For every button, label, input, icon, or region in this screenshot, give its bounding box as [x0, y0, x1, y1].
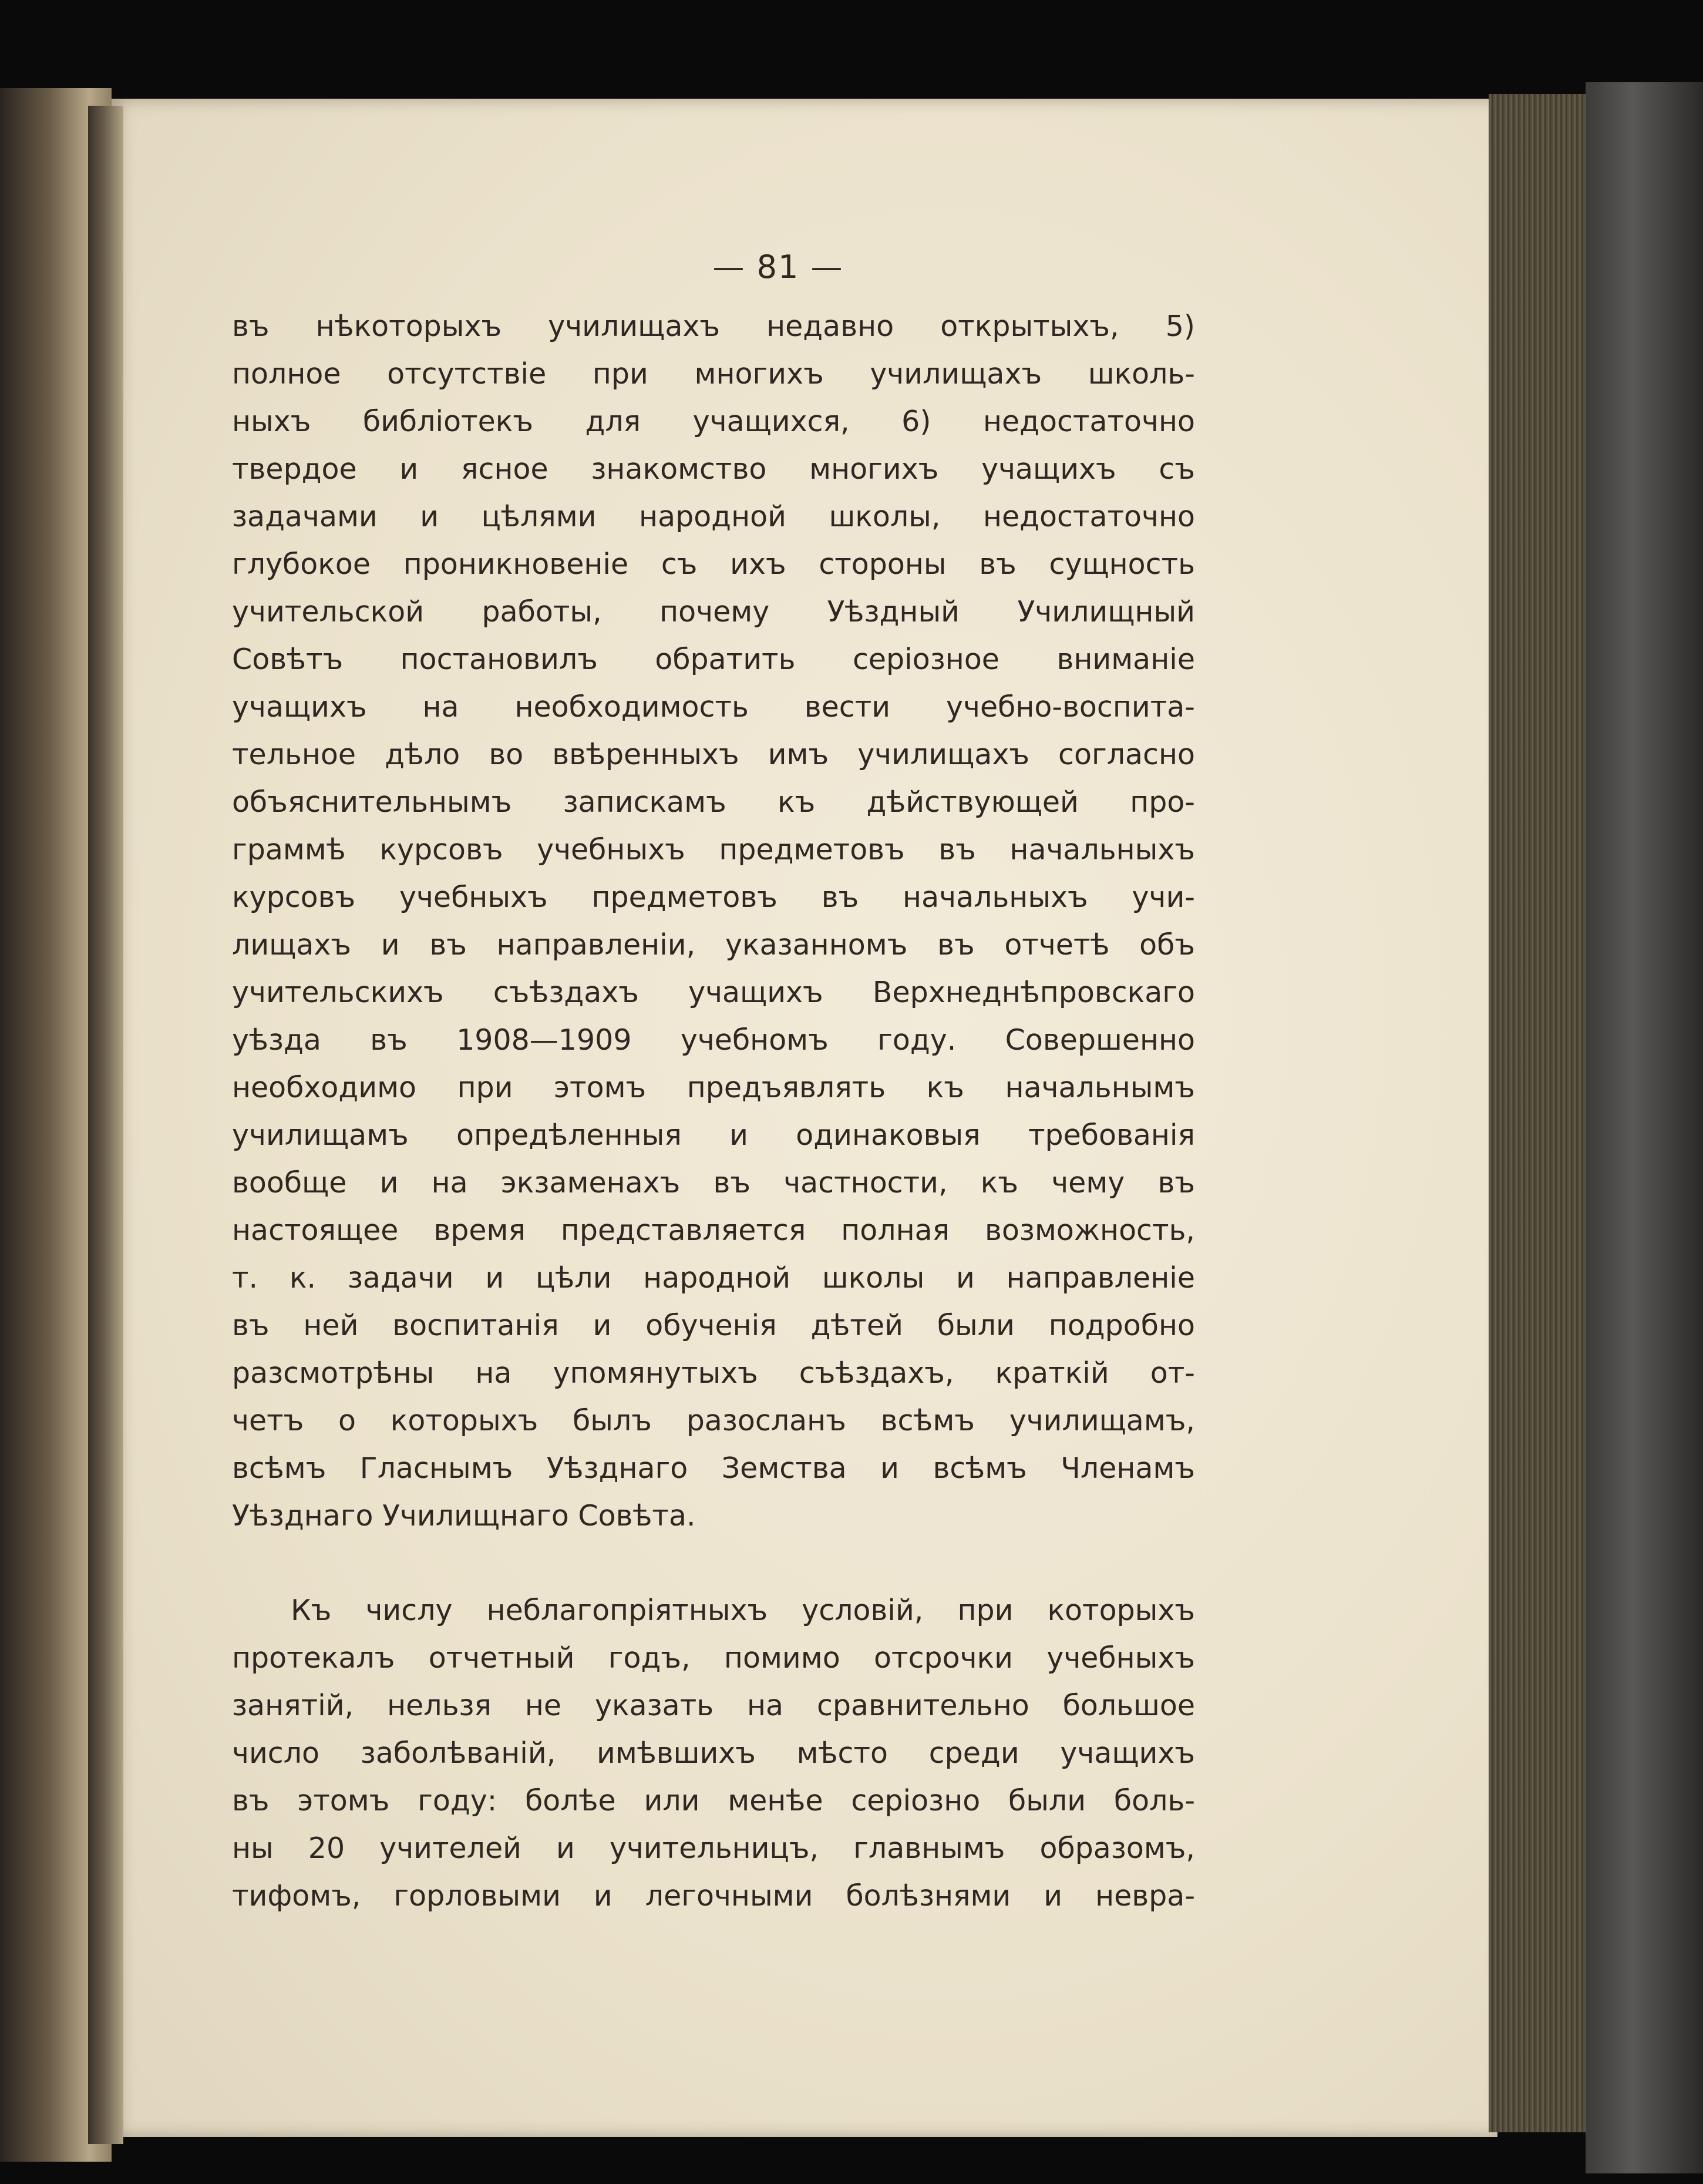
- text-line: четъ о которыхъ былъ разосланъ всѣмъ училищамъ,: [232, 1404, 1195, 1437]
- text-line: разсмотрѣны на упомянутыхъ съѣздахъ, краткій от-: [232, 1356, 1195, 1390]
- text-line: т. к. задачи и цѣли народной школы и направленіе: [232, 1261, 1195, 1295]
- text-line: Уѣзднаго Училищнаго Совѣта.: [232, 1499, 696, 1533]
- text-line: въ этомъ году: болѣе или менѣе серіозно были боль-: [232, 1784, 1195, 1817]
- text-line: учительскихъ съѣздахъ учащихъ Верхнеднѣпровскаго: [232, 976, 1195, 1009]
- text-line: всѣмъ Гласнымъ Уѣзднаго Земства и всѣмъ Членамъ: [232, 1451, 1195, 1485]
- text-line: учительской работы, почему Уѣздный Училищный: [232, 595, 1195, 629]
- text-line: тифомъ, горловыми и легочными болѣзнями и невра-: [232, 1879, 1195, 1913]
- text-line: курсовъ учебныхъ предметовъ въ начальныхъ учи-: [232, 881, 1195, 914]
- paragraph-gap: [232, 1540, 1195, 1587]
- text-line: твердое и ясное знакомство многихъ учащихъ съ: [232, 452, 1195, 486]
- text-line: задачами и цѣлями народной школы, недостаточно: [232, 500, 1195, 533]
- text-line: ныхъ библіотекъ для учащихся, 6) недостаточно: [232, 405, 1195, 438]
- text-line: полное отсутствіе при многихъ училищахъ школь-: [232, 357, 1195, 391]
- text-line: объяснительнымъ запискамъ къ дѣйствующей про-: [232, 785, 1195, 819]
- book-gutter: [88, 106, 123, 2144]
- text-line: необходимо при этомъ предъявлять къ начальнымъ: [232, 1071, 1195, 1104]
- text-line: въ нѣкоторыхъ училищахъ недавно открытыхъ, 5): [232, 310, 1195, 343]
- text-line: учащихъ на необходимость вести учебно-воспита-: [232, 690, 1195, 724]
- text-line: число заболѣваній, имѣвшихъ мѣсто среди учащихъ: [232, 1736, 1195, 1770]
- text-line: тельное дѣло во ввѣренныхъ имъ училищахъ согласно: [232, 738, 1195, 771]
- page-text: [232, 232, 1195, 1920]
- text-line: глубокое проникновеніе съ ихъ стороны въ сущность: [232, 547, 1195, 581]
- text-line: настоящее время представляется полная возможность,: [232, 1214, 1195, 1247]
- text-line: въ ней воспитанія и обученія дѣтей были подробно: [232, 1309, 1195, 1342]
- text-line: протекалъ отчетный годъ, помимо отсрочки учебныхъ: [232, 1641, 1195, 1675]
- text-line: вообще и на экзаменахъ въ частности, къ чему въ: [232, 1166, 1195, 1199]
- text-line: ны 20 учителей и учительницъ, главнымъ образомъ,: [232, 1832, 1195, 1865]
- paragraph-2: [232, 1587, 1195, 1920]
- text-line: уѣзда въ 1908—1909 учебномъ году. Совершенно: [232, 1023, 1195, 1057]
- text-line: лищахъ и въ направленіи, указанномъ въ отчетѣ объ: [232, 928, 1195, 962]
- page-number: — 81 —: [712, 248, 844, 285]
- book-cover: [1586, 82, 1703, 2173]
- text-line: Совѣтъ постановилъ обратить серіозное вниманіе: [232, 643, 1195, 676]
- text-line: Къ числу неблагопріятныхъ условій, при которыхъ: [291, 1594, 1195, 1627]
- text-line: граммѣ курсовъ учебныхъ предметовъ въ начальныхъ: [232, 833, 1195, 866]
- text-line: занятій, нельзя не указать на сравнительно большое: [232, 1689, 1195, 1722]
- paragraph-1: [232, 303, 1195, 1540]
- text-line: училищамъ опредѣленныя и одинаковыя требованія: [232, 1118, 1195, 1152]
